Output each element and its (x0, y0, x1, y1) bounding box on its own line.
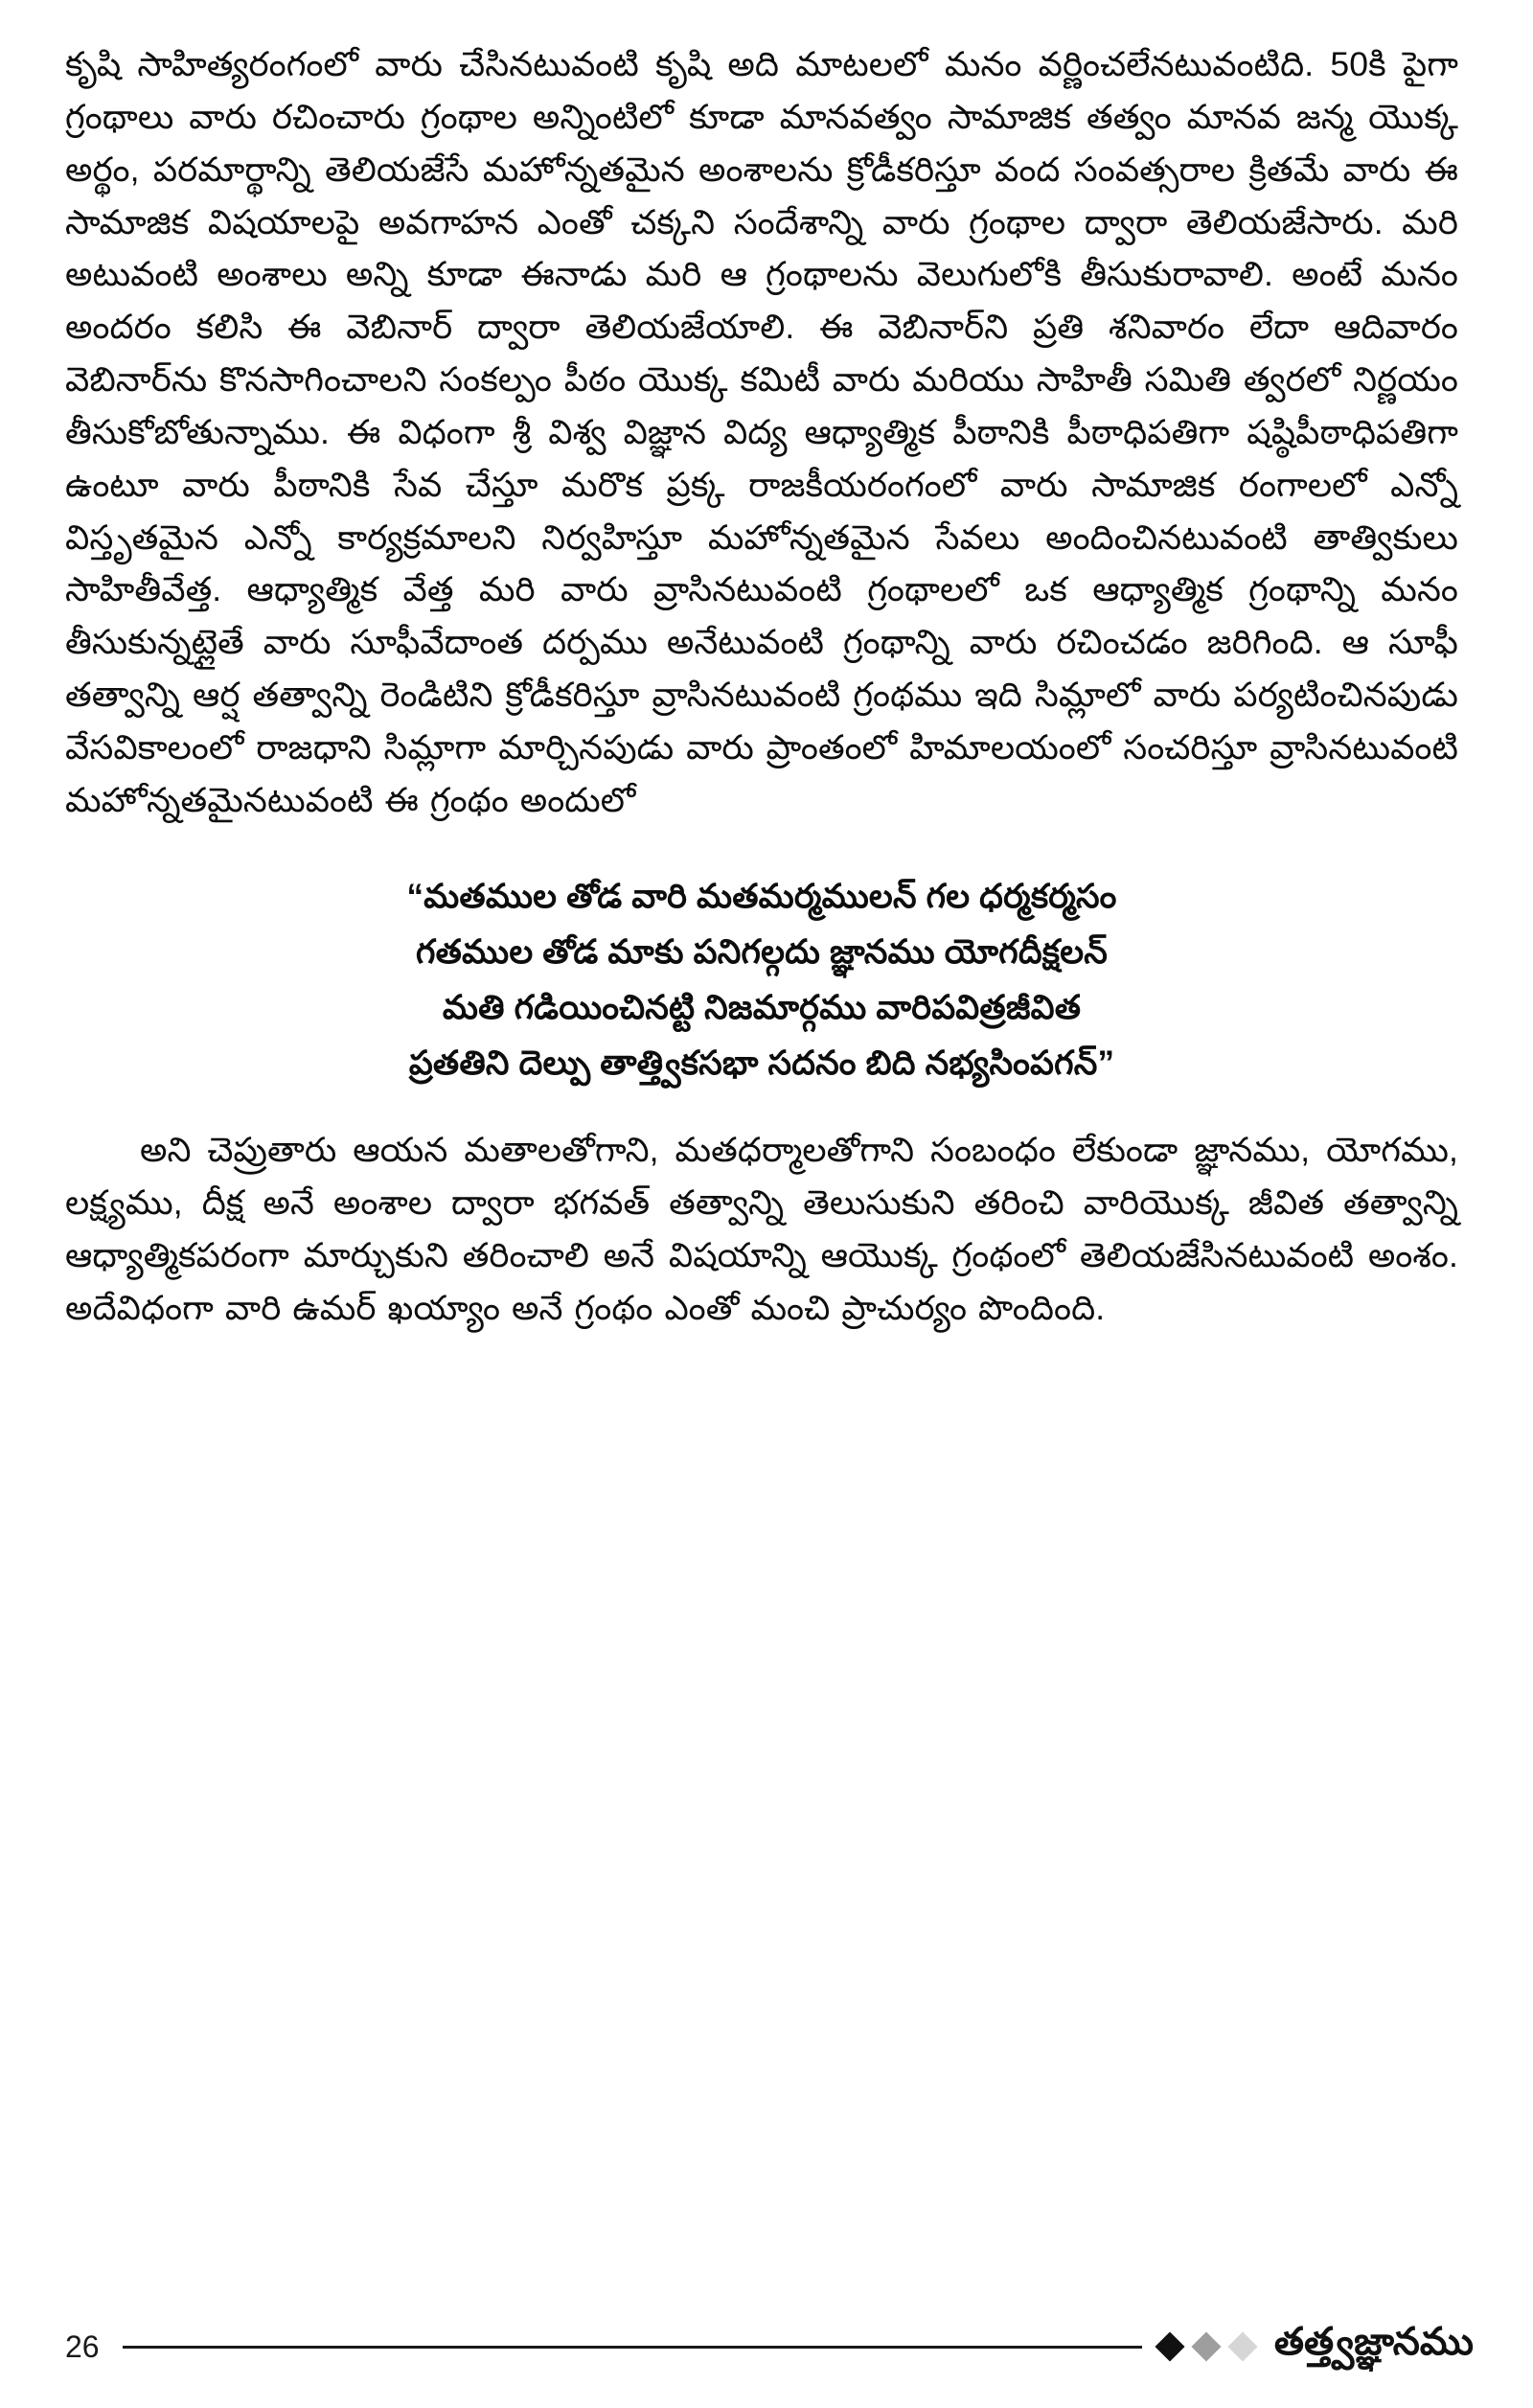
paragraph-1: కృషి సాహిత్యరంగంలో వారు చేసినటువంటి కృషి అది మాటలలో మనం వర్ణించలేనటువంటిది. 50కి పైగా గ్రంథాలు వారు రచించారు గ్రంథాల అన్నింటిలో కూడా మానవత్వం సామాజిక తత్వం మానవ జన్మ యొక్క అర్థం, పరమార్థాన్ని తెలియజేసే మహోన్నతమైన అంశాలను క్రోడీకరిస్తూ వంద సంవత్సరాల క్రితమే వారు ఈ సామాజిక విషయాలపై అవగాహన ఎంతో చక్కని సందేశాన్ని వారు గ్రంథాల ద్వారా తెలియజేసారు. మరి అటువంటి అంశాలు అన్ని కూడా ఈనాడు మరి ఆ గ్రంథాలను వెలుగులోకి తీసుకురావాలి. అంటే మనం అందరం కలిసి ఈ వెబినార్ ద్వారా తెలియజేయాలి. ఈ వెబినార్‌ని ప్రతి శనివారం లేదా ఆదివారం వెబినార్‌ను కొనసాగించాలని సంకల్పం పీఠం యొక్క కమిటీ వారు మరియు సాహితీ సమితి త్వరలో నిర్ణయం తీసుకోబోతున్నాము. ఈ విధంగా శ్రీ విశ్వ విజ్ఞాన విద్య ఆధ్యాత్మిక పీఠానికి పీఠాధిపతిగా షష్ఠిపీఠాధిపతిగా ఉంటూ వారు పీఠానికి సేవ చేస్తూ మరొక ప్రక్క రాజకీయరంగంలో వారు సామాజిక రంగాలలో ఎన్నో విస్తృతమైన ఎన్నో కార్యక్రమాలని నిర్వహిస్తూ మహోన్నతమైన సేవలు అందించినటువంటి తాత్వికులు సాహితీవేత్త. ఆధ్యాత్మిక వేత్త మరి వారు వ్రాసినటువంటి గ్రంథాలలో ఒక ఆధ్యాత్మిక గ్రంథాన్ని మనం తీసుకున్నట్లైతే వారు సూఫీవేదాంత దర్పము అనేటువంటి గ్రంథాన్ని వారు రచించడం జరిగింది. ఆ సూఫీ తత్వాన్ని ఆర్ష తత్వాన్ని రెండిటిని క్రోడీకరిస్తూ వ్రాసినటువంటి గ్రంథము ఇది సిమ్లాలో వారు పర్యటించినపుడు వేసవికాలంలో రాజధాని సిమ్లాగా మార్చినపుడు వారు ప్రాంతంలో హిమాలయంలో సంచరిస్తూ వ్రాసినటువంటి మహోన్నతమైనటువంటి ఈ గ్రంథం అందులో (65, 45, 1458, 819)
paragraph-2: అని చెప్రుతారు ఆయన మతాలతోగాని, మతధర్మాలతోగాని సంబంధం లేకుండా జ్ఞానము, యోగము, లక్ష్యము, దీక్ష అనే అంశాల ద్వారా భగవత్ తత్వాన్ని తెలుసుకుని తరించి వారియొక్క జీవిత తత్వాన్ని ఆధ్యాత్మికపరంగా మార్చుకుని తరించాలి అనే విషయాన్ని ఆయొక్క గ్రంథంలో తెలియజేసినటువంటి అంశం. అదేవిధంగా వారి ఉమర్ ఖయ్యాం అనే గ్రంథం ఎంతో మంచి ప్రాచుర్యం పొందింది. (65, 1131, 1458, 1327)
diamond-icon-dark (1155, 2331, 1184, 2361)
footer-divider-rule (123, 2346, 1142, 2349)
footer-brand-title: తత్త్వజ్ఞానము (1273, 2320, 1474, 2363)
diamond-icon-medium (1191, 2331, 1221, 2361)
main-body-text (65, 38, 1458, 827)
page-number: 26 (65, 2328, 100, 2364)
closing-body-text (65, 1124, 1458, 1334)
verse-line-4: ప్రతతిని దెల్పు తాత్త్వికసభా సదనం బిది నభ్యసింపగన్” (408, 1043, 1115, 1082)
verse-line-2: గతముల తోడ మాకు పనిగల్గదు జ్ఞానము యోగదీక్షలన్ (415, 932, 1109, 971)
verse-block (65, 869, 1458, 1091)
diamond-icon-light (1227, 2331, 1257, 2361)
verse-line-3: మతి గడియించినట్టి నిజమార్గము వారిపవిత్రజీవిత (442, 988, 1082, 1026)
page-footer (0, 2293, 1533, 2408)
footer-diamond-ornaments (1159, 2336, 1253, 2357)
verse-line-1: “మతముల తోడ వారి మతమర్మములన్ గల ధర్మకర్మసం (406, 877, 1117, 915)
